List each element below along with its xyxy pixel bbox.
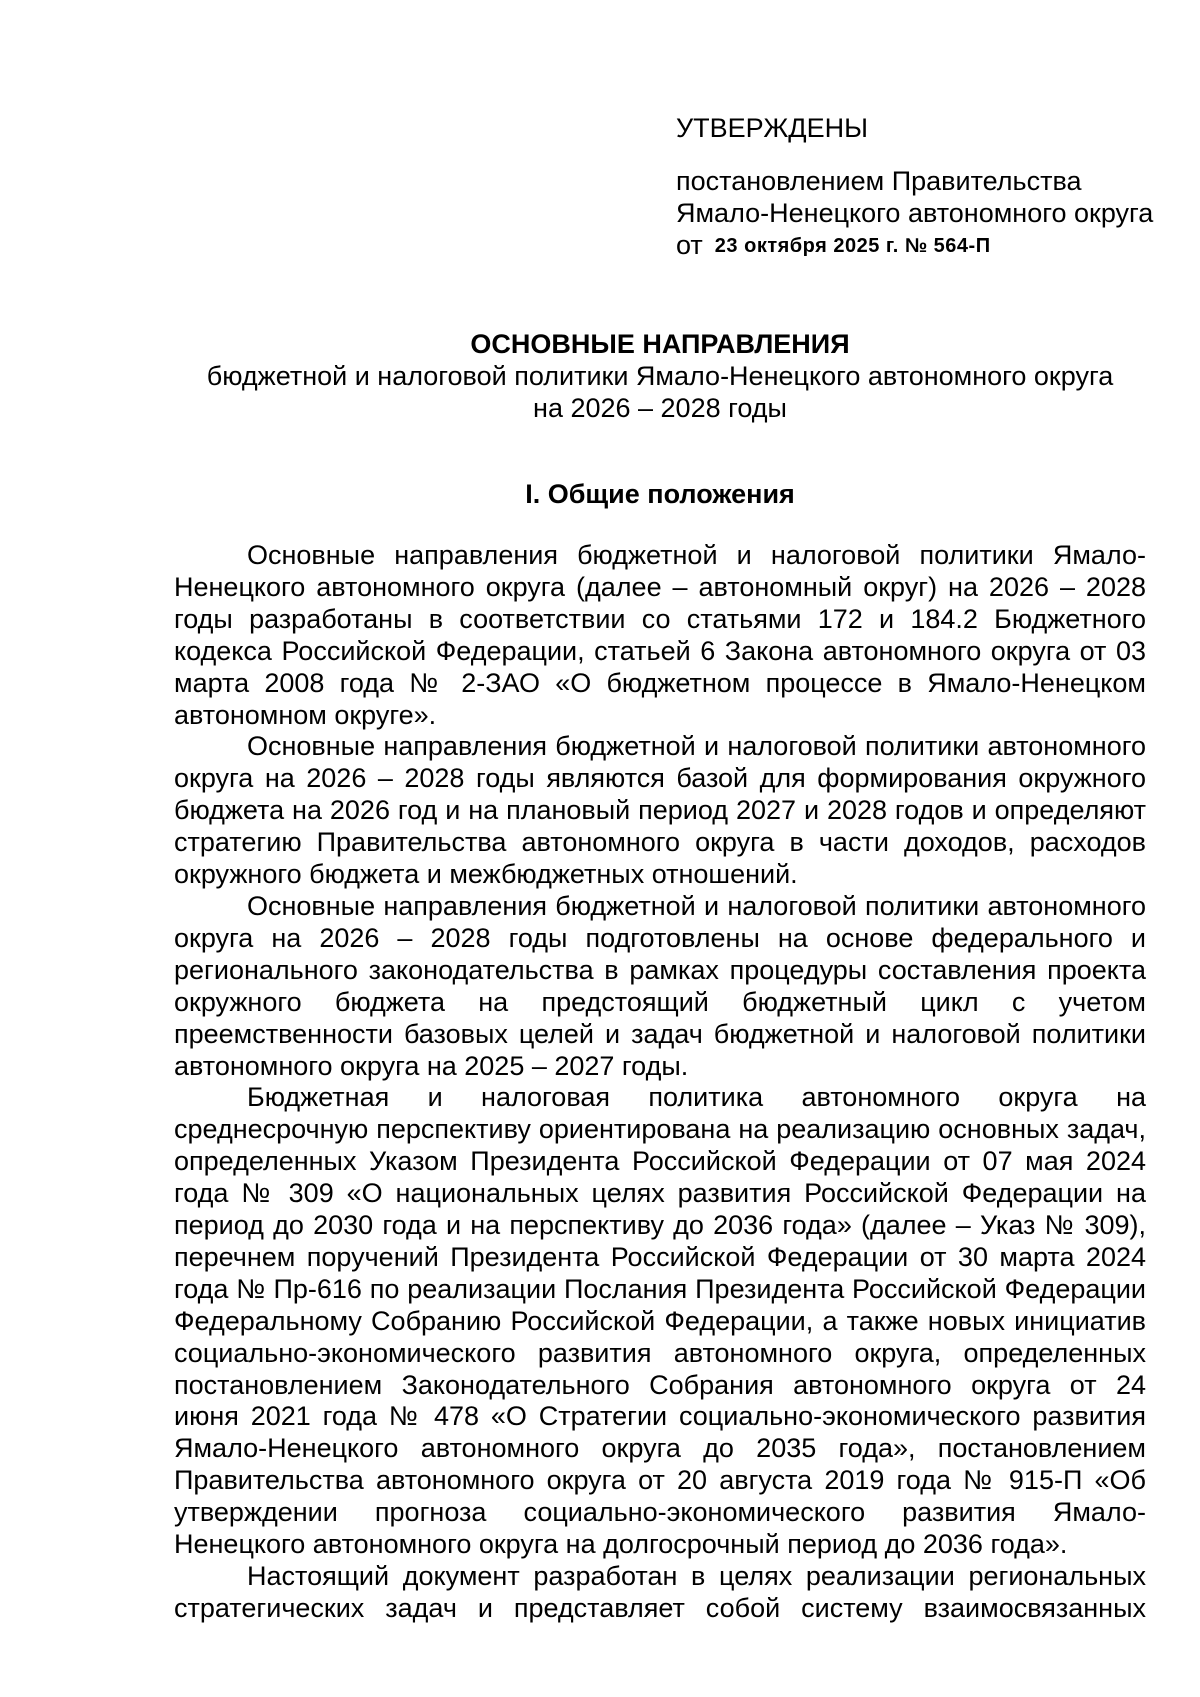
document-period: на 2026 – 2028 годы	[533, 393, 787, 423]
paragraph: Основные направления бюджетной и налоговой политики Ямало-Ненецкого автономного округа (далее – автономный округ) на 2026 – 2028 годы разработаны в соответствии со статьями 172 и 184.2 Бюджетного кодекса Российской Федерации, статьей 6 Закона автономного округа от 03 марта 2008 года № 2-ЗАО «О бюджетном процессе в Ямало-Ненецком автономном округе».	[174, 540, 1146, 730]
paragraph: Основные направления бюджетной и налоговой политики автономного округа на 2026 – 2028 годы подготовлены на основе федерального и регионального законодательства в рамках процедуры составления проекта окружного бюджета на предстоящий бюджетный цикл с учетом преемственности базовых целей и задач бюджетной и налоговой политики автономного округа на 2025 – 2027 годы.	[174, 890, 1146, 1081]
document-subtitle: бюджетной и налоговой политики Ямало-Ненецкого автономного округа	[206, 361, 1114, 391]
paragraph: Настоящий документ разработан в целях реализации региональных стратегических задач и представляет собой систему взаимосвязанных	[174, 1561, 1146, 1623]
approval-region-line: Ямало-Ненецкого автономного округа	[676, 198, 1154, 228]
document-title: ОСНОВНЫЕ НАПРАВЛЕНИЯ	[470, 329, 850, 359]
body-text	[174, 540, 1146, 1625]
section-heading: I. Общие положения	[525, 479, 795, 509]
approval-date-line	[676, 229, 1156, 264]
paragraph: Бюджетная и налоговая политика автономного округа на среднесрочную перспективу ориентирована на реализацию основных задач, определенных Указом Президента Российской Федерации от 07 мая 2024 года № 309 «О национальных целях развития Российской Федерации на период до 2030 года и на перспективу до 2036 года» (далее – Указ № 309), перечнем поручений Президента Российской Федерации от 30 марта 2024 года № Пр-616 по реализации Послания Президента Российской Федерации Федеральному Собранию Российской Федерации, а также новых инициатив социально-экономического развития автономного округа, определенных постановлением Законодательного Собрания автономного округа от 24 июня 2021 года № 478 «О Стратегии социально-экономического развития Ямало-Ненецкого автономного округа до 2035 года», постановлением Правительства автономного округа от 20 августа 2019 года № 915-П «Об утверждении прогноза социально-экономического развития Ямало-Ненецкого автономного округа на долгосрочный период до 2036 года».	[174, 1082, 1146, 1560]
approval-date-prefix: от	[676, 230, 703, 260]
approval-authority-line: постановлением Правительства	[676, 166, 1082, 196]
paragraph: Основные направления бюджетной и налоговой политики автономного округа на 2026 – 2028 годы являются базой для формирования окружного бюджета на 2026 год и на плановый период 2027 и 2028 годов и определяют стратегию Правительства автономного округа в части доходов, расходов окружного бюджета и межбюджетных отношений.	[174, 731, 1146, 890]
approved-label: УТВЕРЖДЕНЫ	[676, 113, 868, 143]
approval-date-value: 23 октября 2025 г. № 564-П	[714, 235, 991, 257]
approval-stamp	[676, 112, 1156, 264]
document-title-block	[160, 328, 1160, 424]
